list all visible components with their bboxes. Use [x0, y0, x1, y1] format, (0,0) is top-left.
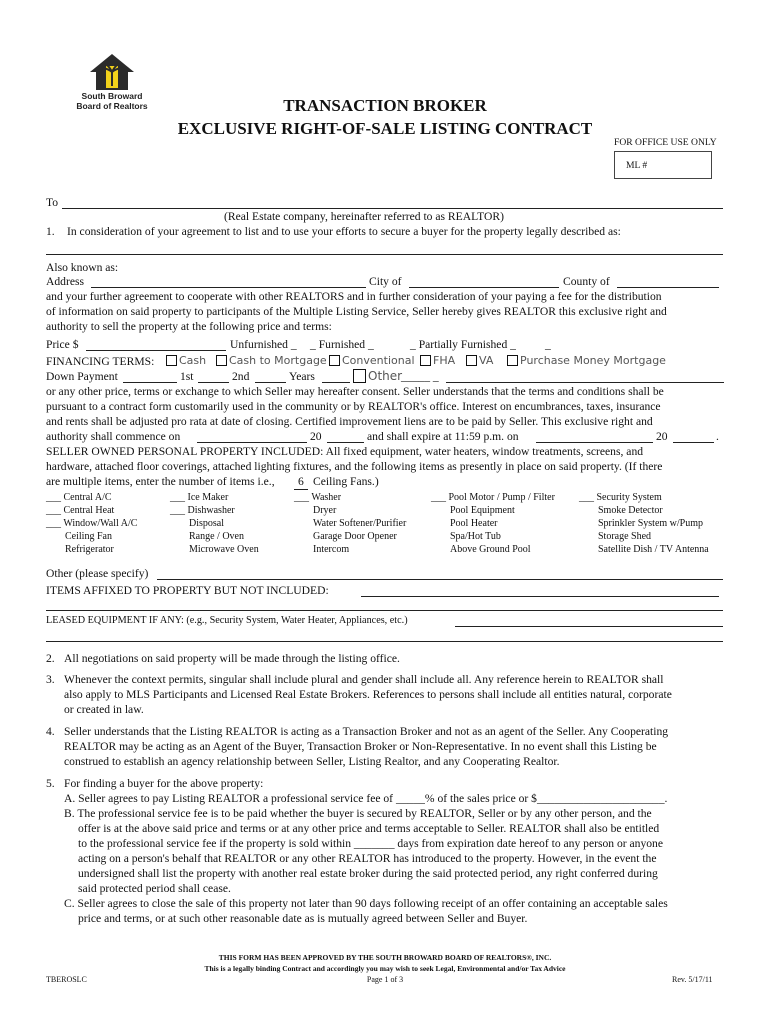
partially-furnished-option[interactable]: _ Partially Furnished _: [410, 338, 516, 351]
also-known-label: Also known as:: [46, 261, 119, 274]
p1-number: 1.: [46, 225, 55, 238]
item-col5-2[interactable]: Sprinkler System w/Pump: [598, 518, 704, 529]
office-use-label: FOR OFFICE USE ONLY: [614, 137, 717, 148]
years-field[interactable]: [322, 382, 350, 383]
item-col3-4[interactable]: Intercom: [313, 544, 350, 555]
item-col5-3[interactable]: Storage Shed: [598, 531, 652, 542]
down-payment-label: Down Payment: [46, 370, 118, 383]
p5-line8: said protected period shall cease.: [78, 882, 231, 895]
item-col1-3[interactable]: Ceiling Fan: [65, 531, 112, 542]
cash-checkbox[interactable]: [166, 355, 177, 366]
legal-description-field[interactable]: [46, 254, 723, 255]
affixed-field-line2[interactable]: [46, 610, 723, 611]
item-col1-1[interactable]: ___ Central Heat: [46, 505, 115, 516]
p5-line9: C. Seller agrees to close the sale of this property not later than 90 days following receipt of an offer containing an acceptable sales: [64, 897, 668, 910]
leased-field-line2[interactable]: [46, 641, 723, 642]
ceiling-fans-count[interactable]: 6: [294, 475, 308, 490]
other-specify-field[interactable]: [157, 579, 723, 580]
item-col2-3[interactable]: Range / Oven: [189, 531, 244, 542]
item-col2-4[interactable]: Microwave Oven: [189, 544, 259, 555]
item-col4-2[interactable]: Pool Heater: [450, 518, 498, 529]
financing-purchase-money[interactable]: Purchase Money Mortgage: [507, 354, 666, 368]
other-specify-label: Other (please specify): [46, 567, 149, 580]
ml-label: ML #: [626, 160, 648, 171]
leased-label: LEASED EQUIPMENT IF ANY: (e.g., Security System, Water Heater, Appliances, etc.): [46, 615, 408, 626]
footer-legal-note: This is a legally binding Contract and accordingly you may wish to seek Legal, Environmental and/or Tax Advice: [204, 964, 566, 973]
financing-conventional[interactable]: Conventional: [329, 354, 415, 368]
financing-va[interactable]: VA: [466, 354, 493, 368]
city-field[interactable]: [409, 287, 559, 288]
title-line2: EXCLUSIVE RIGHT-OF-SALE LISTING CONTRACT: [177, 119, 593, 138]
p5-number: 5.: [46, 777, 55, 790]
commence-year-prefix: 20: [310, 430, 322, 443]
p3-line2: also apply to MLS Participants and Licensed Real Estate Brokers. References to persons shall include all entities natural, corporate: [64, 688, 672, 701]
body2-line2: pursuant to a contract form customarily used in the community or by REALTOR's office. Interest on encumbrances, taxes, insurance: [46, 400, 661, 413]
p5-line5: to the professional service fee if the property is sold within _______ days from expiration date hereof to any person or anyone: [78, 837, 663, 850]
p2-number: 2.: [46, 652, 55, 665]
financing-other[interactable]: Other: [353, 369, 402, 383]
price-field[interactable]: [86, 350, 226, 351]
item-col4-4[interactable]: Above Ground Pool: [450, 544, 531, 555]
body3-line2: hardware, attached floor coverings, attached lighting fixtures, and the following items as presently in place on said property. (If there: [46, 460, 663, 473]
other-fill: _____ _: [401, 370, 439, 383]
other-checkbox[interactable]: [353, 369, 366, 383]
form-code: TBEROSLC: [46, 975, 87, 984]
p4-line1: Seller understands that the Listing REALTOR is acting as a Transaction Broker and not as an agent of the Seller. Any Cooperating: [64, 725, 669, 738]
item-col1-4[interactable]: Refrigerator: [65, 544, 114, 555]
p4-line2: REALTOR may be acting as an Agent of the Buyer, Transaction Broker or Non-Representative. In no event shall this Listing be: [64, 740, 657, 753]
financing-label: FINANCING TERMS:: [46, 355, 155, 368]
item-col2-1[interactable]: ___ Dishwasher: [170, 505, 235, 516]
p5-line7: undersigned shall list the property with another real estate broker during the said protected period, any right conferred during: [78, 867, 658, 880]
expire-date-field[interactable]: [536, 442, 653, 443]
revision-date: Rev. 5/17/11: [672, 975, 713, 984]
body1-line3: authority to sell the property at the following price and terms:: [46, 320, 332, 333]
logo-line1: South Broward: [81, 91, 143, 101]
p5-line3: B. The professional service fee is to be paid whether the buyer is secured by REALTOR, Seller or by any other person, and the: [64, 807, 652, 820]
item-col3-2[interactable]: Water Softener/Purifier: [313, 518, 407, 529]
to-field[interactable]: [62, 208, 723, 209]
item-col4-1[interactable]: Pool Equipment: [450, 505, 515, 516]
item-col4-0[interactable]: ___ Pool Motor / Pump / Filter: [431, 492, 555, 503]
item-col5-0[interactable]: ___ Security System: [579, 492, 662, 503]
p5-line6: acting on a person's behalf that REALTOR or any other REALTOR has introduced to the property. However, in the event the: [78, 852, 657, 865]
ml-number-box[interactable]: [614, 151, 712, 179]
item-col3-1[interactable]: Dryer: [313, 505, 337, 516]
furnished-option[interactable]: _ Furnished _: [310, 338, 374, 351]
p4-number: 4.: [46, 725, 55, 738]
p5-line10: price and terms, or at such other reasonable date as is mutually agreed between Seller and Buyer.: [78, 912, 528, 925]
body2-line3: and rents shall be adjusted pro rata at date of closing. Certified improvement liens are to be paid by Seller. This exclusive right and: [46, 415, 653, 428]
title-line1: TRANSACTION BROKER: [283, 96, 487, 115]
ceiling-fans-label: Ceiling Fans.): [313, 475, 379, 488]
p3-line1: Whenever the context permits, singular shall include plural and gender shall include all. Any reference herein to REALTOR shall: [64, 673, 664, 686]
va-checkbox[interactable]: [466, 355, 477, 366]
p2-text: All negotiations on said property will be made through the listing office.: [64, 652, 400, 665]
page-number: Page 1 of 3: [366, 975, 404, 984]
p3-number: 3.: [46, 673, 55, 686]
second-label: 2nd: [232, 370, 250, 383]
body1-line1: and your further agreement to cooperate with other REALTORS and in further consideration of your paying a fee for the distribution: [46, 290, 662, 303]
item-col1-0[interactable]: ___ Central A/C: [46, 492, 112, 503]
down-payment-field[interactable]: [123, 382, 177, 383]
p5-line1: For finding a buyer for the above property:: [64, 777, 264, 790]
second-field[interactable]: [255, 382, 286, 383]
item-col4-3[interactable]: Spa/Hot Tub: [450, 531, 501, 542]
item-col5-1[interactable]: Smoke Detector: [598, 505, 663, 516]
body3-line1: SELLER OWNED PERSONAL PROPERTY INCLUDED: All fixed equipment, water heaters, window treatments, screens, and: [46, 445, 644, 458]
body1-line2: of information on said property to participants of the Multiple Listing Service, Seller hereby gives REALTOR this exclusive right and: [46, 305, 667, 318]
p4-line3: construed to establish an agency relationship between Seller, Listing Realtor, and any Cooperating Realtor.: [64, 755, 560, 768]
leased-field[interactable]: [455, 626, 723, 627]
conventional-checkbox[interactable]: [329, 355, 340, 366]
years-label: Years: [289, 370, 315, 383]
body2-line1: or any other price, terms or exchange to which Seller may hereafter consent. Seller understands that the terms and conditions shall be: [46, 385, 664, 398]
county-label: County of: [563, 275, 610, 288]
price-label: Price $: [46, 338, 79, 351]
item-col2-0[interactable]: ___ Ice Maker: [170, 492, 229, 503]
multiple-items-text: are multiple items, enter the number of items i.e.,: [46, 475, 275, 488]
cash-to-mortgage-checkbox[interactable]: [216, 355, 227, 366]
item-col1-2[interactable]: ___ Window/Wall A/C: [46, 518, 138, 529]
price-line-end: _: [545, 338, 551, 351]
item-col3-0[interactable]: ___ Washer: [294, 492, 342, 503]
item-col3-3[interactable]: Garage Door Opener: [313, 531, 397, 542]
expire-text: and shall expire at 11:59 p.m. on: [367, 430, 519, 443]
financing-cash[interactable]: Cash: [166, 354, 206, 368]
unfurnished-option[interactable]: Unfurnished _: [230, 338, 297, 351]
address-label: Address: [46, 275, 84, 288]
p5-line2: A. Seller agrees to pay Listing REALTOR a professional service fee of _____% of the sales price or $______________________.: [64, 792, 668, 805]
authority-end: .: [716, 430, 719, 443]
to-label: To: [46, 196, 59, 209]
commence-date-field[interactable]: [197, 442, 307, 443]
financing-cash-to-mortgage[interactable]: Cash to Mortgage: [216, 354, 327, 368]
county-field[interactable]: [617, 287, 719, 288]
fha-checkbox[interactable]: [420, 355, 431, 366]
purchase-money-checkbox[interactable]: [507, 355, 518, 366]
commence-year-field[interactable]: [327, 442, 364, 443]
logo-line2: Board of Realtors: [76, 101, 148, 111]
footer-approval: THIS FORM HAS BEEN APPROVED BY THE SOUTH BROWARD BOARD OF REALTORS®, INC.: [218, 953, 552, 962]
first-field[interactable]: [198, 382, 229, 383]
financing-fha[interactable]: FHA: [420, 354, 455, 368]
affixed-field[interactable]: [361, 596, 719, 597]
item-col5-4[interactable]: Satellite Dish / TV Antenna: [598, 544, 709, 555]
expire-year-field[interactable]: [673, 442, 714, 443]
item-col2-2[interactable]: Disposal: [189, 518, 224, 529]
expire-year-prefix: 20: [656, 430, 668, 443]
p1-text: In consideration of your agreement to list and to use your efforts to secure a buyer for the property legally described as:: [67, 225, 621, 238]
address-field[interactable]: [91, 287, 366, 288]
city-label: City of: [369, 275, 402, 288]
affixed-label: ITEMS AFFIXED TO PROPERTY BUT NOT INCLUDED:: [46, 584, 329, 597]
realtor-note: (Real Estate company, hereinafter referred to as REALTOR): [224, 210, 504, 223]
p5-line4: offer is at the above said price and terms or at any other price and terms acceptable to Seller. REALTOR shall also be entitled: [78, 822, 660, 835]
p3-line3: or created in law.: [64, 703, 144, 716]
first-label: 1st: [180, 370, 194, 383]
other-financing-field[interactable]: [446, 382, 724, 383]
authority-text: authority shall commence on: [46, 430, 181, 443]
